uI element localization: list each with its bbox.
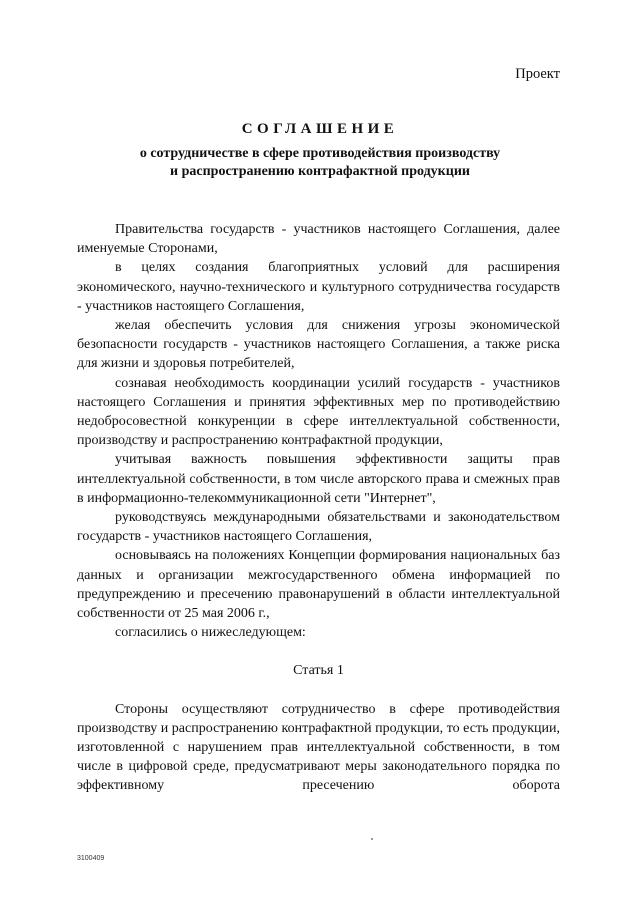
document-subtitle: [0, 145, 640, 181]
document-title: СОГЛАШЕНИЕ: [241, 121, 399, 137]
scan-dot: [371, 838, 373, 840]
article-title: Статья 1: [293, 663, 344, 679]
document-body: [77, 220, 560, 796]
preamble-paragraph: основываясь на положениях Концепции формирования национальных баз данных и организации межгосударственного обмена информацией по предупреждению и пресечению правонарушений в области интеллектуальной собственности от 25 мая 2006 г.,: [77, 548, 560, 622]
article-paragraph: Стороны осуществляют сотрудничество в сфере противодействия производству и распространению контрафактной продукции, то есть продукции, изготовленной с нарушением прав интеллектуальной собственности, в том числе в цифровой среде, предусматривают меры законодательного порядка по эффективному пресечению оборота: [77, 701, 560, 794]
preamble-paragraph: Правительства государств - участников настоящего Соглашения, далее именуемые Сторонами,: [77, 222, 560, 257]
subtitle-line: и распространению контрафактной продукции: [170, 164, 470, 179]
preamble-paragraph: желая обеспечить условия для снижения угрозы экономической безопасности государств - участников настоящего Соглашения, а также риска для жизни и здоровья потребителей,: [77, 318, 560, 372]
preamble-paragraph: сознавая необходимость координации усилий государств - участников настоящего Соглашения и принятия эффективных мер по противодействию недобросовестной конкуренции в сфере интеллектуальной собственности, производству и распространению контрафактной продукции,: [77, 375, 560, 449]
preamble-paragraph: руководствуясь международными обязательствами и законодательством государств - участников настоящего Соглашения,: [77, 510, 560, 545]
preamble-paragraph: согласились о нижеследующем:: [115, 625, 306, 641]
subtitle-line: о сотрудничестве в сфере противодействия производству: [139, 146, 501, 161]
footer-code: 3100409: [77, 855, 105, 862]
preamble-paragraph: учитывая важность повышения эффективности защиты прав интеллектуальной собственности, в том числе авторского права и смежных прав в информационно-телекоммуникационной сети "Интернет",: [77, 452, 560, 506]
draft-label: Проект: [515, 66, 560, 82]
preamble-paragraph: в целях создания благоприятных условий для расширения экономического, научно-технического и культурного сотрудничества государств - участников настоящего Соглашения,: [77, 260, 560, 314]
